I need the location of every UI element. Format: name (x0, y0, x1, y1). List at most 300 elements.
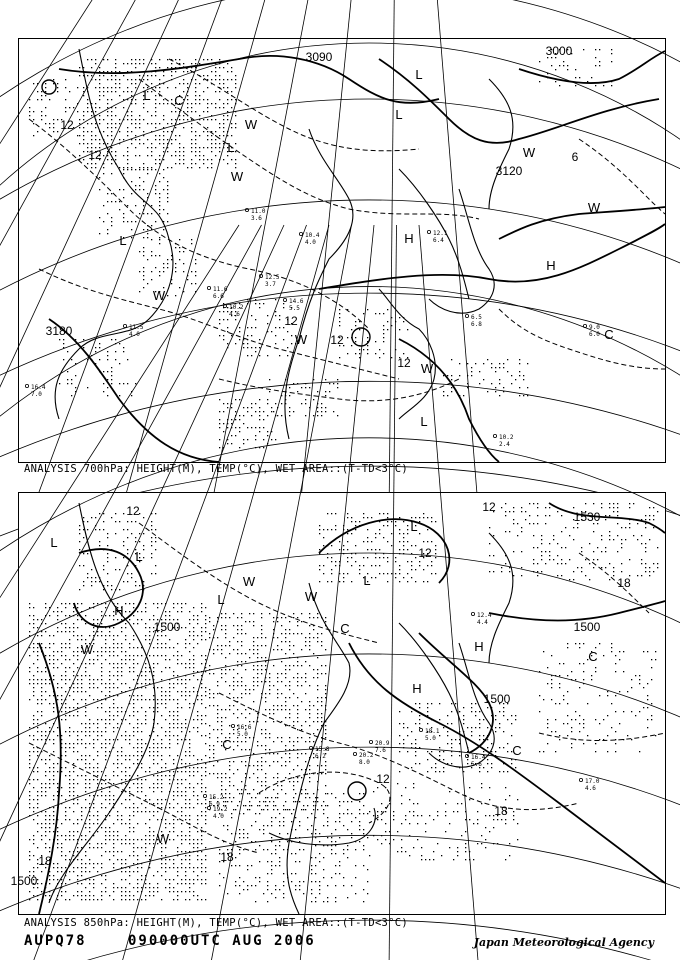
wet-dot (111, 173, 112, 174)
wet-dot (265, 805, 266, 806)
wet-dot (177, 703, 178, 704)
wet-dot (607, 715, 608, 716)
wet-dot (53, 675, 54, 676)
wet-dot (87, 107, 88, 108)
wet-dot (157, 655, 158, 656)
wet-dot (133, 671, 134, 672)
wet-dot (591, 675, 592, 676)
wet-dot (65, 899, 66, 900)
wet-dot (169, 727, 170, 728)
wet-dot (519, 395, 520, 396)
wet-dot (287, 809, 288, 810)
wet-dot (149, 839, 150, 840)
wet-dot (129, 843, 130, 844)
wet-dot (113, 891, 114, 892)
wet-dot (33, 643, 34, 644)
wet-dot (249, 765, 250, 766)
wet-dot (325, 761, 326, 762)
wet-dot (315, 805, 316, 806)
wet-dot (265, 669, 266, 670)
wet-dot (65, 815, 66, 816)
wet-dot (347, 549, 348, 550)
wet-dot (395, 573, 396, 574)
wet-dot (583, 723, 584, 724)
wet-dot (575, 77, 576, 78)
wet-dot (155, 107, 156, 108)
wet-dot (567, 69, 568, 70)
wet-dot (225, 613, 226, 614)
wet-dot (173, 807, 174, 808)
wet-dot (65, 767, 66, 768)
coast-segment (429, 189, 494, 313)
wet-dot (149, 751, 150, 752)
wet-dot (191, 163, 192, 164)
wet-dot (169, 743, 170, 744)
wet-dot (137, 619, 138, 620)
wet-dot (137, 755, 138, 756)
wet-dot (101, 651, 102, 652)
wet-dot (141, 647, 142, 648)
wet-dot (61, 843, 62, 844)
wet-dot (281, 741, 282, 742)
wet-dot (261, 809, 262, 810)
wet-dot (249, 713, 250, 714)
station-marker (493, 434, 496, 437)
wet-dot (273, 617, 274, 618)
wet-dot (199, 83, 200, 84)
wet-dot (641, 563, 642, 564)
wet-dot (53, 811, 54, 812)
wet-dot (245, 661, 246, 662)
wet-dot (581, 567, 582, 568)
wet-dot (61, 675, 62, 676)
wet-dot (315, 829, 316, 830)
wet-dot (205, 855, 206, 856)
wet-dot (65, 859, 66, 860)
wet-dot (289, 649, 290, 650)
wet-dot (85, 727, 86, 728)
pressure-center: W (522, 145, 536, 160)
wet-dot (145, 683, 146, 684)
wet-dot (113, 795, 114, 796)
wet-dot (217, 693, 218, 694)
wet-dot (641, 559, 642, 560)
wet-dot (49, 895, 50, 896)
wet-dot (305, 399, 306, 400)
wet-dot (111, 193, 112, 194)
wet-dot (109, 695, 110, 696)
wet-dot (309, 625, 310, 626)
wet-dot (155, 123, 156, 124)
wet-dot (403, 533, 404, 534)
wet-dot (145, 635, 146, 636)
station-value: 11.0 (251, 208, 266, 215)
wet-dot (65, 671, 66, 672)
station-value: 7.0 (31, 391, 42, 398)
wet-dot (87, 99, 88, 100)
wet-dot (605, 547, 606, 548)
station-marker (283, 298, 286, 301)
wet-dot (239, 431, 240, 432)
wet-dot (89, 827, 90, 828)
wet-dot (145, 799, 146, 800)
wet-dot (151, 239, 152, 240)
wet-dot (125, 719, 126, 720)
wet-dot (115, 339, 116, 340)
wet-dot (57, 607, 58, 608)
wet-dot (61, 883, 62, 884)
wet-dot (93, 743, 94, 744)
wet-dot (205, 607, 206, 608)
wet-dot (285, 761, 286, 762)
wet-dot (347, 561, 348, 562)
wet-dot (521, 507, 522, 508)
wet-dot (141, 655, 142, 656)
wet-dot (185, 735, 186, 736)
wet-dot (61, 679, 62, 680)
wet-dot (109, 651, 110, 652)
wet-dot (557, 563, 558, 564)
wet-dot (281, 661, 282, 662)
wet-dot (287, 355, 288, 356)
wet-dot (285, 701, 286, 702)
wet-dot (325, 617, 326, 618)
wet-dot (197, 731, 198, 732)
wet-dot (157, 703, 158, 704)
wet-dot (79, 75, 80, 76)
wet-dot (53, 643, 54, 644)
wet-dot (117, 739, 118, 740)
wet-dot (115, 127, 116, 128)
wet-dot (69, 603, 70, 604)
wet-dot (101, 895, 102, 896)
wet-dot (167, 201, 168, 202)
wet-dot (617, 551, 618, 552)
wet-dot (167, 193, 168, 194)
wet-dot (289, 717, 290, 718)
wet-dot (237, 633, 238, 634)
wet-dot (45, 743, 46, 744)
wet-dot (527, 363, 528, 364)
wet-dot (321, 701, 322, 702)
wet-dot (253, 765, 254, 766)
wet-dot (257, 673, 258, 674)
station-value: 11.5 (129, 324, 144, 331)
wet-dot (325, 673, 326, 674)
wet-dot (49, 655, 50, 656)
wet-dot (363, 313, 364, 314)
wet-dot (303, 893, 304, 894)
wet-dot (559, 65, 560, 66)
wet-dot (613, 567, 614, 568)
wet-dot (41, 703, 42, 704)
wet-dot (141, 675, 142, 676)
wet-dot (219, 79, 220, 80)
wet-dot (571, 727, 572, 728)
wet-dot (359, 841, 360, 842)
wet-dot (307, 829, 308, 830)
wet-dot (109, 679, 110, 680)
pressure-center-group (119, 67, 613, 429)
wet-dot (245, 761, 246, 762)
wet-dot (189, 767, 190, 768)
wet-dot (159, 209, 160, 210)
wet-dot (37, 679, 38, 680)
wet-dot (241, 613, 242, 614)
wet-dot (283, 885, 284, 886)
wet-dot (201, 767, 202, 768)
wet-dot (141, 867, 142, 868)
wet-dot (169, 723, 170, 724)
wet-dot (45, 771, 46, 772)
wet-dot (29, 783, 30, 784)
wet-dot (629, 507, 630, 508)
wet-dot (69, 879, 70, 880)
wet-dot (193, 791, 194, 792)
wet-dot (115, 91, 116, 92)
height-contour (499, 207, 665, 239)
wet-dot (611, 651, 612, 652)
wet-dot (235, 79, 236, 80)
wet-dot (289, 753, 290, 754)
wet-dot (135, 79, 136, 80)
wet-dot (33, 647, 34, 648)
wet-dot (93, 867, 94, 868)
wet-dot (487, 759, 488, 760)
wet-dot (65, 655, 66, 656)
wet-dot (547, 719, 548, 720)
wet-dot (103, 59, 104, 60)
wet-dot (229, 793, 230, 794)
wet-dot (251, 407, 252, 408)
wet-dot (161, 743, 162, 744)
wet-dot (207, 159, 208, 160)
wet-dot (391, 325, 392, 326)
wet-dot (149, 835, 150, 836)
wet-dot (169, 735, 170, 736)
wet-dot (189, 703, 190, 704)
wet-dot (85, 775, 86, 776)
wet-dot (197, 795, 198, 796)
wet-dot (339, 317, 340, 318)
wet-dot (293, 653, 294, 654)
wet-dot (65, 691, 66, 692)
wet-dot (205, 867, 206, 868)
wet-dot (233, 741, 234, 742)
wet-dot (151, 205, 152, 206)
wet-dot (83, 347, 84, 348)
wet-dot (157, 639, 158, 640)
wet-dot (239, 877, 240, 878)
wet-dot (483, 735, 484, 736)
wet-dot (593, 503, 594, 504)
wet-dot (33, 751, 34, 752)
wet-dot (451, 739, 452, 740)
wet-dot (149, 859, 150, 860)
wet-dot (49, 807, 50, 808)
wet-dot (65, 731, 66, 732)
wet-dot (93, 863, 94, 864)
wet-dot (161, 643, 162, 644)
wet-dot (167, 197, 168, 198)
wet-dot (351, 885, 352, 886)
wet-dot (301, 387, 302, 388)
wet-dot (585, 503, 586, 504)
wet-dot (435, 557, 436, 558)
wet-dot (293, 721, 294, 722)
wet-dot (135, 83, 136, 84)
wet-dot (129, 891, 130, 892)
wet-dot (109, 647, 110, 648)
wet-dot (73, 831, 74, 832)
wet-dot (141, 767, 142, 768)
wet-dot (175, 59, 176, 60)
wet-dot (37, 671, 38, 672)
wet-dot (305, 753, 306, 754)
wet-dot (89, 795, 90, 796)
wet-dot (109, 851, 110, 852)
wet-dot (267, 355, 268, 356)
wet-dot (73, 743, 74, 744)
wet-dot (637, 523, 638, 524)
wet-dot (185, 667, 186, 668)
wet-dot (297, 685, 298, 686)
wet-dot (255, 797, 256, 798)
pressure-center: W (294, 332, 308, 347)
wet-dot (169, 695, 170, 696)
wet-dot (217, 705, 218, 706)
wet-dot (193, 847, 194, 848)
wet-dot (375, 341, 376, 342)
wet-dot (157, 707, 158, 708)
wet-dot (137, 751, 138, 752)
wet-dot (165, 847, 166, 848)
wet-dot (541, 571, 542, 572)
wet-dot (613, 571, 614, 572)
wet-dot (147, 75, 148, 76)
wet-dot (111, 371, 112, 372)
wet-dot (189, 799, 190, 800)
wet-dot (113, 683, 114, 684)
height-label: 3000 (545, 44, 573, 58)
wet-dot (107, 213, 108, 214)
wet-dot (325, 649, 326, 650)
wet-dot (491, 363, 492, 364)
wet-dot (205, 823, 206, 824)
wet-dot (249, 689, 250, 690)
wet-dot (145, 603, 146, 604)
wet-dot (121, 755, 122, 756)
wet-dot (61, 695, 62, 696)
wet-dot (295, 873, 296, 874)
wet-dot (265, 797, 266, 798)
wet-dot (45, 647, 46, 648)
wet-dot (547, 723, 548, 724)
wet-dot (125, 603, 126, 604)
wet-dot (257, 669, 258, 670)
wet-dot (399, 553, 400, 554)
wet-dot (49, 787, 50, 788)
wet-dot (625, 527, 626, 528)
wet-dot (161, 759, 162, 760)
wet-dot (119, 363, 120, 364)
wet-dot (57, 863, 58, 864)
wet-dot (225, 633, 226, 634)
wet-dot (131, 181, 132, 182)
wet-dot (313, 721, 314, 722)
wet-dot (53, 711, 54, 712)
wet-dot (61, 631, 62, 632)
wet-dot (297, 681, 298, 682)
wet-dot (615, 731, 616, 732)
wet-dot (173, 819, 174, 820)
wet-dot (107, 371, 108, 372)
wet-dot (53, 651, 54, 652)
wet-dot (289, 737, 290, 738)
wet-dot (191, 143, 192, 144)
wet-dot (159, 173, 160, 174)
wet-dot (567, 703, 568, 704)
wet-dot (275, 805, 276, 806)
wet-dot (143, 163, 144, 164)
wet-dot (273, 621, 274, 622)
wet-dot (83, 139, 84, 140)
wet-dot (73, 635, 74, 636)
wet-dot (45, 823, 46, 824)
wet-dot (201, 671, 202, 672)
wet-dot (271, 821, 272, 822)
wet-dot (197, 847, 198, 848)
wet-dot (243, 415, 244, 416)
wet-dot (217, 645, 218, 646)
wet-dot (139, 155, 140, 156)
wet-dot (347, 353, 348, 354)
wet-dot (611, 53, 612, 54)
wet-dot (121, 891, 122, 892)
wet-dot (49, 851, 50, 852)
wet-dot (189, 851, 190, 852)
wet-dot (197, 895, 198, 896)
wet-dot (61, 867, 62, 868)
wet-dot (115, 67, 116, 68)
wet-dot (187, 87, 188, 88)
wet-dot (219, 99, 220, 100)
wet-dot (289, 741, 290, 742)
wet-dot (233, 685, 234, 686)
wet-dot (161, 863, 162, 864)
wet-dot (93, 631, 94, 632)
wet-dot (115, 87, 116, 88)
wet-dot (585, 575, 586, 576)
wet-dot (89, 859, 90, 860)
wet-dot (275, 885, 276, 886)
wet-dot (645, 515, 646, 516)
wet-dot (61, 623, 62, 624)
wet-dot (289, 761, 290, 762)
wet-dot (359, 569, 360, 570)
wet-dot (83, 135, 84, 136)
wet-dot (71, 395, 72, 396)
wet-dot (319, 885, 320, 886)
wet-dot (53, 79, 54, 80)
wet-dot (347, 849, 348, 850)
wet-dot (427, 723, 428, 724)
wet-dot (179, 155, 180, 156)
wet-dot (193, 871, 194, 872)
wet-dot (141, 611, 142, 612)
wet-dot (355, 817, 356, 818)
wet-dot (249, 793, 250, 794)
